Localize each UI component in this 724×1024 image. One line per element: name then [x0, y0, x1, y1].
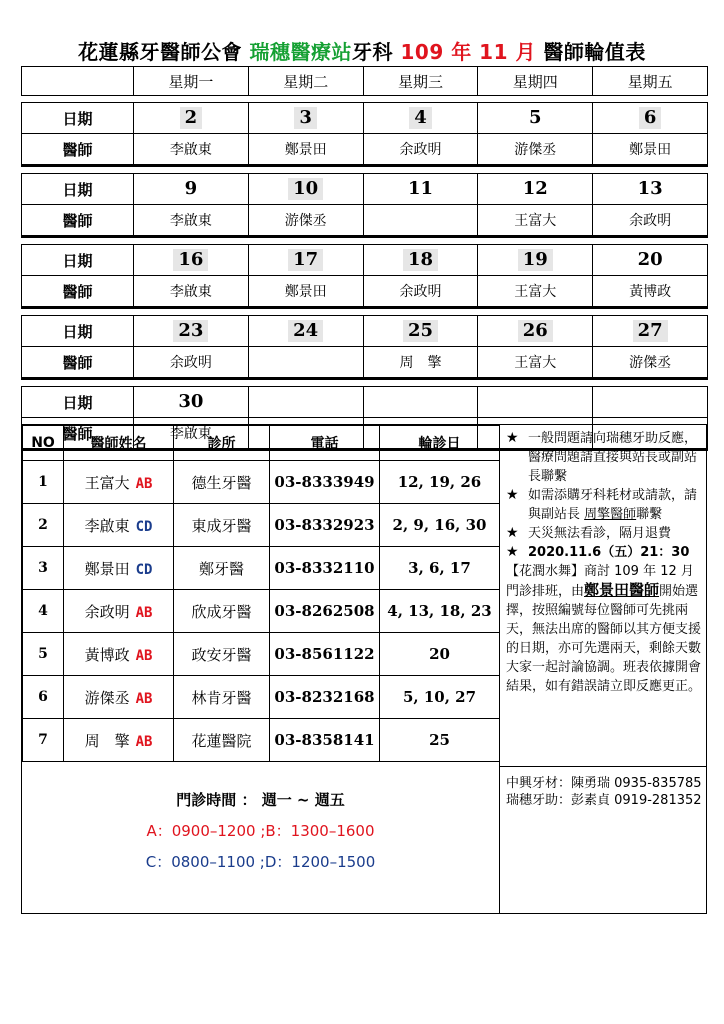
note-item: ★ 如需添購牙科耗材或請款，請與副站長 周擎醫師聯繫: [506, 487, 698, 522]
date-cell: [593, 387, 708, 418]
contacts-column-header: 輪診日: [380, 426, 500, 461]
doctor-cell: 李啟東: [134, 418, 249, 450]
date-number: 26: [518, 320, 553, 342]
duty-days: 5, 10, 27: [380, 676, 500, 719]
supplier-contacts: [506, 775, 702, 809]
weekday-header: 星期四: [478, 67, 593, 96]
date-number: 11: [407, 178, 434, 199]
phone-number: 03-8561122: [270, 633, 380, 676]
doctor-cell: 王富大: [478, 276, 593, 308]
date-number: 24: [288, 320, 323, 342]
doctor-name: 余政明: [84, 602, 130, 621]
date-number: 19: [518, 249, 553, 271]
date-cell: [248, 316, 363, 347]
star-icon: ★: [506, 525, 519, 541]
clinic-name-cell: 德生牙醫: [174, 461, 270, 504]
doctor-cell: [248, 347, 363, 379]
doctor-name-cell: [64, 590, 174, 633]
date-cell: [478, 174, 593, 205]
row-number: 7: [23, 719, 64, 762]
contacts-header-row: [23, 426, 500, 461]
table-row: [23, 719, 500, 762]
date-number: 6: [639, 107, 662, 129]
date-row: [22, 174, 708, 205]
notes-panel: [506, 429, 704, 696]
doctor-cell: 游傑丞: [593, 347, 708, 379]
roster-corner-cell: [22, 67, 134, 96]
doctor-name: 黃博政: [84, 645, 130, 664]
date-cell: [478, 316, 593, 347]
table-row: [23, 633, 500, 676]
doctor-row: [22, 205, 708, 237]
meeting-paragraph: 【花潤水舞】商討 109 年 12 月門診排班，由鄭景田醫師開始選擇，按照編號每位醫師可先挑兩天，無法出席的醫師以其方便支援的日期，亦可先選兩天，剩餘天數大家一起討論協調。班表依據開會結果，如有錯誤請立即反應更正。: [506, 564, 702, 694]
date-cell: [478, 103, 593, 134]
date-cell: [134, 245, 249, 276]
doctor-cell: 鄭景田: [593, 134, 708, 166]
date-number: 9: [184, 178, 198, 199]
weekday-header: 星期一: [134, 67, 249, 96]
date-cell: [478, 387, 593, 418]
page-title: 花蓮縣牙醫師公會 瑞穗醫療站牙科 109 年 11 月 醫師輪值表: [78, 40, 646, 64]
doctor-name: 周 擎: [84, 731, 130, 750]
date-cell: [248, 245, 363, 276]
date-cell: [363, 174, 478, 205]
date-cell: [363, 387, 478, 418]
doctor-cell: 鄭景田: [248, 134, 363, 166]
doctor-cell: 余政明: [134, 347, 249, 379]
date-number: 13: [637, 178, 663, 199]
phone-number: 03-8262508: [270, 590, 380, 633]
duty-days: 25: [380, 719, 500, 762]
shift-code: AB: [135, 690, 153, 707]
duty-days: 20: [380, 633, 500, 676]
phone-number: 03-8333949: [270, 461, 380, 504]
clinic-name-cell: 林肯牙醫: [174, 676, 270, 719]
note-item: ★ 一般問題請向瑞穗牙助反應，醫療問題請直接與站長或副站長聯繫: [506, 430, 698, 484]
star-icon: ★: [506, 430, 519, 446]
date-number: 12: [522, 178, 548, 199]
meeting-datetime: 2020.11.6（五）21：30: [528, 545, 690, 560]
date-cell: [248, 103, 363, 134]
date-cell: [363, 245, 478, 276]
doctor-cell: 游傑丞: [248, 205, 363, 237]
date-row: [22, 387, 708, 418]
weekday-header: 星期五: [593, 67, 708, 96]
date-number: 2: [180, 107, 203, 129]
column-divider: [499, 425, 500, 913]
hours-ab: A：0900–1200 ;B：1300–1600: [146, 822, 375, 840]
doctor-cell: 鄭景田: [248, 276, 363, 308]
shift-code: AB: [135, 475, 153, 492]
month-label: 109 年 11 月: [400, 40, 536, 64]
phone-number: 03-8232168: [270, 676, 380, 719]
clinic-name-cell: 鄭牙醫: [174, 547, 270, 590]
contacts-column-header: 電話: [270, 426, 380, 461]
contacts-section: [21, 424, 707, 914]
hours-cd: C：0800–1100 ;D：1200–1500: [145, 853, 376, 871]
date-row: [22, 103, 708, 134]
date-cell: [134, 103, 249, 134]
doctor-label: 醫師: [22, 347, 134, 379]
week-gap: [22, 379, 708, 387]
hours-title: 門診時間 ： 週一 ~ 週五: [176, 791, 345, 809]
doctor-cell: 王富大: [478, 205, 593, 237]
doctor-cell: 黃博政: [593, 276, 708, 308]
table-row: [23, 461, 500, 504]
doctor-label: 醫師: [22, 205, 134, 237]
date-number: 4: [409, 107, 432, 129]
star-icon: ★: [506, 544, 519, 560]
doctor-cell: 李啟東: [134, 134, 249, 166]
date-number: 18: [403, 249, 438, 271]
table-row: [23, 504, 500, 547]
table-row: [23, 547, 500, 590]
date-number: 27: [633, 320, 668, 342]
shift-code: CD: [135, 518, 153, 535]
doctor-cell: 游傑丞: [478, 134, 593, 166]
date-number: 3: [294, 107, 317, 129]
table-row: [23, 590, 500, 633]
shift-code: AB: [135, 647, 153, 664]
date-label: 日期: [22, 316, 134, 347]
doctor-name-cell: [64, 461, 174, 504]
date-label: 日期: [22, 174, 134, 205]
row-number: 2: [23, 504, 64, 547]
date-cell: [363, 103, 478, 134]
date-row: [22, 245, 708, 276]
doctor-name: 李啟東: [84, 516, 130, 535]
date-cell: [363, 316, 478, 347]
date-label: 日期: [22, 245, 134, 276]
weekday-header: 星期三: [363, 67, 478, 96]
date-cell: [478, 245, 593, 276]
doctor-name: 王富大: [84, 473, 130, 492]
doctor-cell: 余政明: [363, 276, 478, 308]
date-cell: [593, 174, 708, 205]
doctor-row: [22, 276, 708, 308]
assistant-line: 瑞穗牙助：彭素貞 0919-281352: [506, 793, 702, 808]
contacts-column-header: NO: [23, 426, 64, 461]
doctor-contacts-table: [22, 425, 500, 762]
contacts-column-header: 診所: [174, 426, 270, 461]
doctor-name: 游傑丞: [84, 688, 130, 707]
doctor-name-cell: [64, 547, 174, 590]
vice-director-name: 周擎醫師: [584, 507, 637, 522]
duty-roster-table: [21, 66, 708, 451]
date-label: 日期: [22, 103, 134, 134]
clinic-name-cell: 欣成牙醫: [174, 590, 270, 633]
date-cell: [248, 387, 363, 418]
duty-days: 4, 13, 18, 23: [380, 590, 500, 633]
doctor-name-cell: [64, 719, 174, 762]
date-number: 30: [178, 391, 204, 412]
doctor-cell: 李啟東: [134, 276, 249, 308]
shift-code: AB: [135, 604, 153, 621]
week-gap: [22, 308, 708, 316]
clinic-name-cell: 東成牙醫: [174, 504, 270, 547]
date-number: 5: [529, 107, 542, 128]
clinic-name: 瑞穗醫療站: [249, 40, 353, 64]
date-cell: [593, 245, 708, 276]
date-cell: [593, 316, 708, 347]
first-pick-doctor: 鄭景田醫師: [584, 581, 660, 599]
row-number: 3: [23, 547, 64, 590]
phone-number: 03-8332923: [270, 504, 380, 547]
row-number: 5: [23, 633, 64, 676]
shift-code: CD: [135, 561, 153, 578]
doctor-name-cell: [64, 633, 174, 676]
doctor-label: 醫師: [22, 276, 134, 308]
date-cell: [134, 387, 249, 418]
phone-number: 03-8358141: [270, 719, 380, 762]
doctor-row: [22, 347, 708, 379]
date-number: 17: [288, 249, 323, 271]
date-row: [22, 316, 708, 347]
clinic-name-cell: 政安牙醫: [174, 633, 270, 676]
duty-days: 3, 6, 17: [380, 547, 500, 590]
note-item: ★ 天災無法看診，隔月退費: [506, 525, 672, 541]
date-label: 日期: [22, 387, 134, 418]
week-gap: [22, 96, 708, 103]
doctor-cell: 余政明: [593, 205, 708, 237]
supplier-line: 中興牙材：陳勇瑞 0935-835785: [506, 776, 702, 791]
date-number: 23: [173, 320, 208, 342]
date-cell: [593, 103, 708, 134]
star-icon: ★: [506, 487, 519, 503]
week-gap: [22, 166, 708, 174]
week-gap: [22, 237, 708, 245]
phone-number: 03-8332110: [270, 547, 380, 590]
doctor-cell: [363, 205, 478, 237]
roster-header-row: [22, 67, 708, 96]
clinic-name-cell: 花蓮醫院: [174, 719, 270, 762]
date-cell: [134, 316, 249, 347]
doctor-cell: 李啟東: [134, 205, 249, 237]
date-number: 20: [637, 249, 663, 270]
doctor-row: [22, 134, 708, 166]
row-number: 6: [23, 676, 64, 719]
doctor-name: 鄭景田: [84, 559, 130, 578]
doctor-cell: 余政明: [363, 134, 478, 166]
note-item: [506, 543, 704, 562]
doctor-name-cell: [64, 676, 174, 719]
doctor-name-cell: [64, 504, 174, 547]
contacts-column-header: 醫師姓名: [64, 426, 174, 461]
notes-divider: [500, 766, 707, 767]
duty-days: 12, 19, 26: [380, 461, 500, 504]
clinic-hours: [22, 767, 499, 872]
table-row: [23, 676, 500, 719]
date-number: 16: [173, 249, 208, 271]
duty-days: 2, 9, 16, 30: [380, 504, 500, 547]
shift-code: AB: [135, 733, 153, 750]
row-number: 1: [23, 461, 64, 504]
date-cell: [248, 174, 363, 205]
doctor-cell: 王富大: [478, 347, 593, 379]
date-number: 10: [288, 178, 323, 200]
date-number: 25: [403, 320, 438, 342]
doctor-label: 醫師: [22, 134, 134, 166]
doctor-label: 醫師: [22, 418, 134, 450]
doctor-cell: 周 擎: [363, 347, 478, 379]
row-number: 4: [23, 590, 64, 633]
date-cell: [134, 174, 249, 205]
weekday-header: 星期二: [248, 67, 363, 96]
